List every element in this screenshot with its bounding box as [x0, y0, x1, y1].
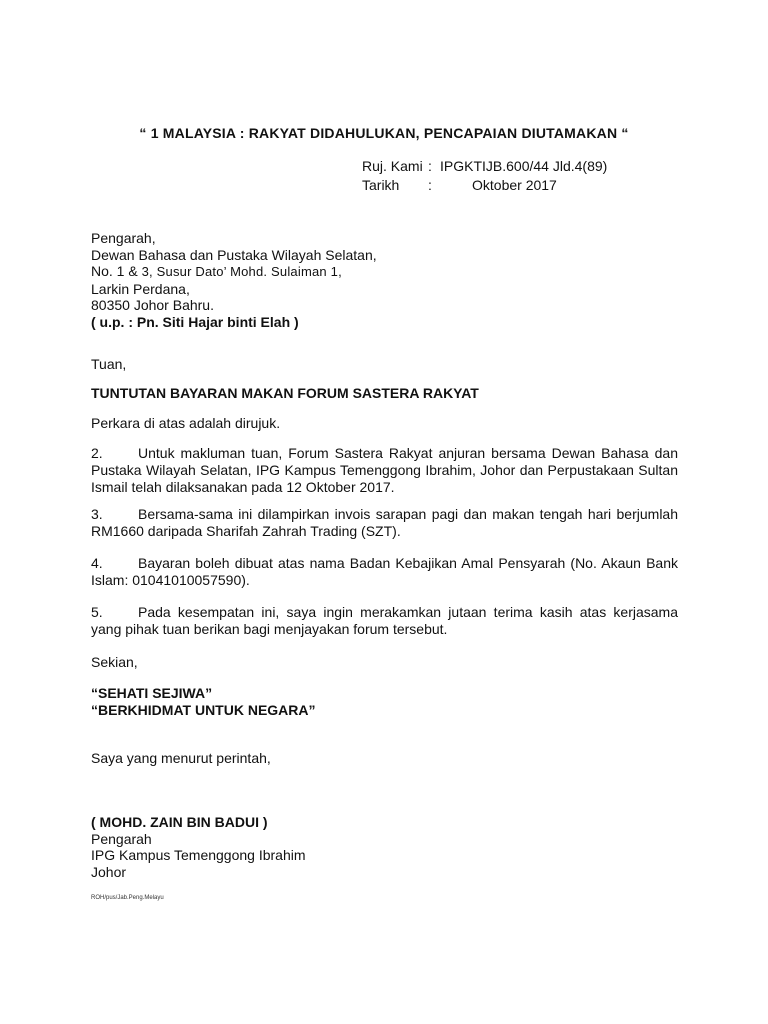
signatory-state: Johor: [91, 863, 127, 880]
reference-row: [362, 157, 607, 176]
paragraph-text: Untuk makluman tuan, Forum Sastera Rakyat anjuran bersama Dewan Bahasa dan Pustaka Wilayah Selatan, IPG Kampus Temenggong Ibrahim, Johor dan Perpustakaan Sultan Ismail telah dilaksanakan pada 12 Oktober 2017.: [91, 445, 678, 495]
paragraph-text: Bayaran boleh dibuat atas nama Badan Kebajikan Amal Pensyarah (No. Akaun Bank Islam: 01041010057590).: [91, 555, 678, 588]
date-row: [362, 176, 607, 195]
reference-block: [362, 157, 607, 195]
intro-text: Perkara di atas adalah dirujuk.: [91, 415, 281, 431]
date-label: Tarikh: [362, 177, 400, 193]
ref-label: Ruj. Kami: [362, 158, 423, 174]
paragraph-text: Pada kesempatan ini, saya ingin merakamkan jutaan terima kasih atas kerjasama yang pihak tuan berikan bagi menjayakan forum tersebut.: [91, 604, 678, 637]
recipient-address: [91, 230, 377, 330]
closing-text: Sekian,: [91, 654, 138, 670]
ref-colon: :: [428, 158, 432, 174]
paragraph-number: 5.: [91, 604, 103, 620]
recipient-line-part: 3, Susur Dato’ Mohd. Sulaiman 1,: [141, 264, 342, 279]
obedience-text: Saya yang menurut perintah,: [91, 750, 271, 766]
recipient-line-part: No. 1 &: [91, 263, 142, 279]
paragraph-text: Bersama-sama ini dilampirkan invois sarapan pagi dan makan tengah hari berjumlah RM1660 daripada Sharifah Zahrah Trading (SZT).: [91, 506, 678, 539]
paragraph-5: [91, 604, 678, 638]
attention-line: ( u.p. : Pn. Siti Hajar binti Elah ): [91, 313, 299, 330]
recipient-line: 80350 Johor Bahru.: [91, 297, 214, 313]
ref-value: IPGKTIJB.600/44 Jld.4(89): [440, 158, 608, 174]
paragraph-number: 4.: [91, 555, 103, 571]
paragraph-2: [91, 445, 678, 496]
motto-line-2: “BERKHIDMAT UNTUK NEGARA”: [91, 702, 316, 718]
paragraph-number: 2.: [91, 445, 103, 461]
recipient-line: Dewan Bahasa dan Pustaka Wilayah Selatan,: [91, 246, 377, 263]
signatory-name: ( MOHD. ZAIN BIN BADUI ): [91, 814, 268, 830]
signature-block: [91, 814, 678, 880]
date-colon: :: [428, 177, 432, 193]
paragraph-3: [91, 506, 678, 540]
footer-reference: ROH/pus/Jab.Peng.Melayu: [91, 895, 164, 901]
date-value: Oktober 2017: [472, 177, 557, 193]
paragraph-number: 3.: [91, 506, 103, 522]
salutation: Tuan,: [91, 356, 127, 372]
paragraph-4: [91, 555, 678, 589]
recipient-line: Larkin Perdana,: [91, 280, 190, 297]
signatory-organisation: IPG Kampus Temenggong Ibrahim: [91, 847, 306, 863]
slogan-heading: “ 1 MALAYSIA : RAKYAT DIDAHULUKAN, PENCAPAIAN DIUTAMAKAN “: [139, 125, 629, 141]
recipient-line: Pengarah,: [91, 230, 156, 246]
recipient-line: [91, 263, 377, 281]
signatory-title: Pengarah: [91, 830, 152, 847]
motto-line-1: “SEHATI SEJIWA”: [91, 685, 213, 701]
subject-line: TUNTUTAN BAYARAN MAKAN FORUM SASTERA RAKYAT: [91, 385, 479, 401]
